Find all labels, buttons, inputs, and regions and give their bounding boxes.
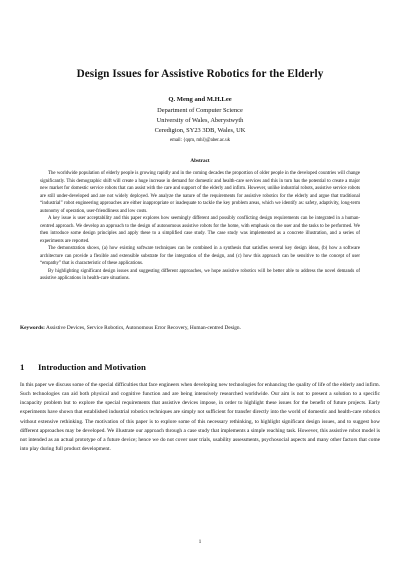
section-title: Introduction and Motivation [38,362,146,372]
page-number: 1 [198,539,202,545]
abstract-paragraph: The worldwide population of elderly people is growing rapidly and in the coming decades the proportion of older people in the developed countries will change significantly. This demographic shift will create a huge increase in demand for domestic and health-care services and this in turn has the potential to create a major new market for domestic service robots that can assist with the care and support of the elderly and infirm. However, unlike industrial robots, assistive service robots are still under-developed and are not widely deployed. We analyze the nature of the requirements for assistive robotics for the elderly and argue that traditional “industrial” robot engineering approaches are either inappropriate or inadequate to tackle the key problem areas, which we identify as: safety, adaptivity, long-term autonomy of operation, user-friendliness and low costs. [40,171,360,214]
affiliation-department: Department of Computer Science [157,107,243,114]
abstract-paragraph: A key issue is user acceptability and this paper explores how seemingly different and possibly conflicting design requirements can be integrated in a human-centred approach. We develop an approach to the design of autonomous assistive robots for the home, with emphasis on the user and the tasks to be performed. We then introduce some design principles and apply these to a simplified case study. The case study was implemented as a concrete illustration, and a series of experiments are reported. [40,216,360,244]
abstract-paragraph: The demonstration shows, (a) how existing software techniques can be combined in a synthesis that satisfies several key design ideas, (b) how a software architecture can provide a flexible and extensible substrate for the integration of the design, and (c) how this approach can be sensitive to the concept of user “empathy” that is characteristic of these applications. [40,246,360,266]
paper-title: Design Issues for Assistive Robotics for the Elderly [76,68,324,80]
author-email: email: {qqm, mhl}@aber.ac.uk [169,138,231,143]
section-body [20,381,380,454]
abstract-heading: Abstract [190,158,210,164]
abstract-body [40,170,360,283]
abstract-paragraph: By highlighting significant design issues and suggesting different approaches, we hope assistive robotics will be better able to address the novel demands of assistive applications in health-care situations. [40,268,360,281]
section-number: 1 [20,362,25,372]
section-heading [20,362,380,372]
affiliation-address: Ceredigion, SY23 3DB, Wales, UK [154,127,246,134]
paper-authors: Q. Meng and M.H.Lee [168,96,232,103]
keywords [20,324,380,333]
keywords-text: Assistive Devices, Service Robotics, Autonomous Error Recovery, Human-centred Design. [45,325,241,331]
body-paragraph: In this paper we discuss some of the special difficulties that face engineers when developing new technologies for enhancing the quality of life of the elderly and infirm. Such technologies can aid both physical and cognitive function and are being intensively researched worldwide. Our aim is not to present a solution to a specific incapacity problem but to explore the special requirements that assistive devices impose, in order to highlight these issues for the benefit of future projects. Early experiments have shown that established industrial robotics techniques are simply not sufficient for transfer directly into the world of domestic and health-care robotics without extensive rethinking. The motivation of this paper is to explore some of this necessary rethinking, to highlight significant design issues, and to suggest how different approaches may be developed. We illustrate our approach through a case study that implements a simple reaching task. However, this assistive robot model is not intended as an actual prototype of a future device; hence we do not cover user trials, usability assessments, psychosocial aspects and many other factors that come into play during full product development. [20,382,380,453]
keywords-label: Keywords: [20,325,45,331]
affiliation-university: University of Wales, Aberystwyth [156,117,244,124]
